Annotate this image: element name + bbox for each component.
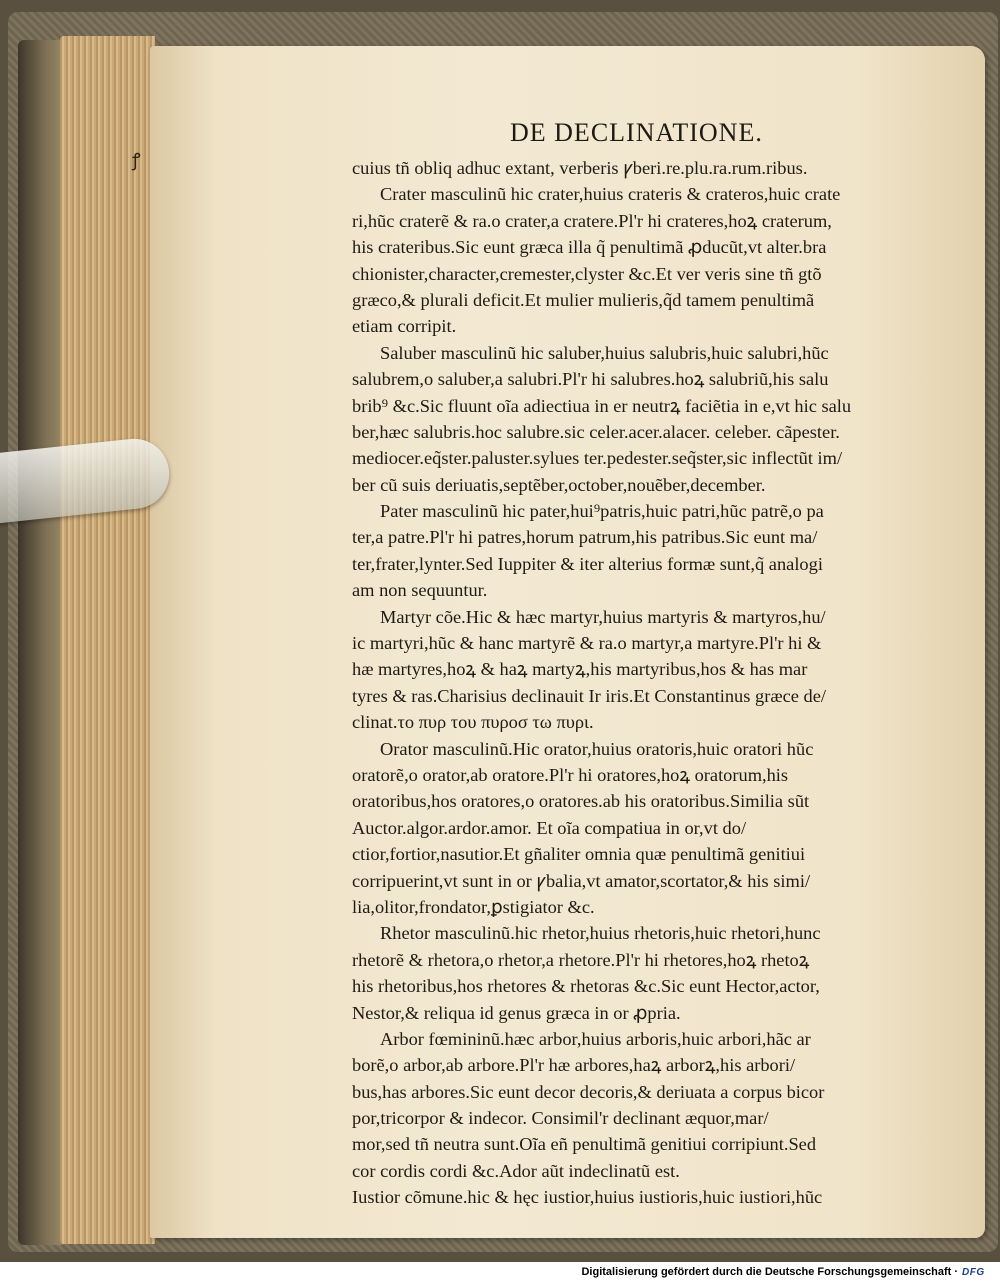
text-line: græco,& plurali deficit.Et mulier mulieris,q̃d tamem penultimã	[352, 289, 815, 310]
text-line: Martyr cõe.Hic & hæc martyr,huius martyris & martyros,hu/	[380, 606, 826, 627]
text-line: cuius tñ obliq adhuc extant, verberis ꝩberi.re.plu.ra.rum.ribus.	[352, 158, 808, 178]
text-line: Iustior cõmune.hic & hęc iustior,huius iustioris,huic iustiori,hũc	[352, 1187, 823, 1208]
text-line: mor,sed tñ neutra sunt.Oĩa eñ penultimã genitiui corripiunt.Sed	[352, 1134, 817, 1155]
page-edges	[60, 36, 155, 1244]
text-line: tyres & ras.Charisius declinauit Ir iris.Et Constantinus græce de/	[352, 685, 826, 706]
text-line: Crater masculinũ hic crater,huius crateris & crateros,huic crate	[380, 184, 841, 205]
margin-mark: ꝭ	[132, 150, 141, 170]
footer-credit: Digitalisierung gefördert durch die Deutsche Forschungsgemeinschaft ·	[581, 1266, 958, 1278]
text-line: ctior,fortior,nasutior.Et gñaliter omnia quæ penultimã genitiui	[352, 844, 806, 865]
text-line: chionister,character,cremester,clyster &c.Et ver veris sine tñ gtõ	[352, 263, 822, 284]
text-line: Nestor,& reliqua id genus græca in or ꝓpria.	[352, 1002, 681, 1023]
text-line: cor cordis cordi &c.Ador aũt indeclinatũ est.	[352, 1160, 680, 1181]
book-spine	[18, 40, 66, 1245]
text-line: borẽ,o arbor,ab arbore.Pl'r hæ arbores,haꝝ arborꝝ,his arbori/	[352, 1055, 796, 1076]
text-line: por,tricorpor & indecor. Consimil'r declinant æquor,mar/	[352, 1108, 769, 1129]
text-line: bus,has arbores.Sic eunt decor decoris,& deriuata a corpus bicor	[352, 1081, 825, 1102]
text-line: oratoribus,hos oratores,o oratores.ab his oratoribus.Similia sũt	[352, 791, 810, 812]
text-line: brib⁹ &c.Sic fluunt oĩa adiectiua in er neutrꝝ faciẽtia in e,vt hic salu	[352, 395, 852, 416]
text-line: Auctor.algor.ardor.amor. Et oĩa compatiua in or,vt do/	[352, 817, 747, 838]
text-line: mediocer.eq̃ster.paluster.sylues ter.pedester.seq̃ster,sic inflectũt im/	[352, 448, 843, 469]
text-line: Arbor fœmininũ.hæc arbor,huius arboris,huic arbori,hãc ar	[380, 1028, 811, 1049]
text-line: hæ martyres,hoꝝ & haꝝ martyꝝ,his martyribus,hos & has mar	[352, 659, 808, 680]
text-line: ter,frater,lynter.Sed Iuppiter & iter alterius formæ sunt,q̃ analogi	[352, 553, 823, 574]
text-line: etiam corripit.	[352, 316, 457, 337]
text-line: lia,olitor,frondator,ꝑstigiator &c.	[352, 896, 595, 917]
text-line: clinat.το πυρ του πυροσ τω πυρι.	[352, 712, 594, 733]
text-line: corripuerint,vt sunt in or ꝩbalia,vt amator,scortator,& his simi/	[352, 870, 811, 891]
text-line: his rhetoribus,hos rhetores & rhetoras &c.Sic eunt Hector,actor,	[352, 976, 820, 997]
running-head: DE DECLINATIONE.	[510, 118, 763, 147]
text-line: Orator masculinũ.Hic orator,huius oratoris,huic oratori hũc	[380, 738, 814, 759]
text-line: ber cũ suis deriuatis,septẽber,october,nouẽber,december.	[352, 474, 766, 495]
text-line: ri,hũc craterẽ & ra.o crater,a cratere.Pl'r hi crateres,hoꝝ craterum,	[352, 210, 832, 231]
dfg-logo: DFG	[962, 1267, 985, 1278]
text-line: am non sequuntur.	[352, 580, 488, 601]
text-line: ic martyri,hũc & hanc martyrẽ & ra.o martyr,a martyre.Pl'r hi &	[352, 633, 822, 654]
text-line: Pater masculinũ hic pater,hui⁹patris,huic patri,hũc patrẽ,o pa	[380, 501, 824, 522]
text-block	[352, 155, 942, 1211]
footer-bar	[0, 1262, 1000, 1284]
text-line: rhetorẽ & rhetora,o rhetor,a rhetore.Pl'r hi rhetores,hoꝝ rhetoꝝ	[352, 949, 810, 970]
text-line: oratorẽ,o orator,ab oratore.Pl'r hi oratores,hoꝝ oratorum,his	[352, 764, 789, 785]
text-line: Saluber masculinũ hic saluber,huius salubris,huic salubri,hũc	[380, 342, 829, 363]
text-line: ter,a patre.Pl'r hi patres,horum patrum,his patribus.Sic eunt ma/	[352, 527, 818, 548]
text-line: his crateribus.Sic eunt græca illa q̃ penultimã ꝓducũt,vt alter.bra	[352, 237, 827, 258]
text-line: salubrem,o saluber,a salubri.Pl'r hi salubres.hoꝝ salubriũ,his salu	[352, 369, 829, 390]
text-line: Rhetor masculinũ.hic rhetor,huius rhetoris,huic rhetori,hunc	[380, 923, 821, 944]
text-line: ber,hæc salubris.hoc salubre.sic celer.acer.alacer. celeber. cãpester.	[352, 421, 840, 442]
